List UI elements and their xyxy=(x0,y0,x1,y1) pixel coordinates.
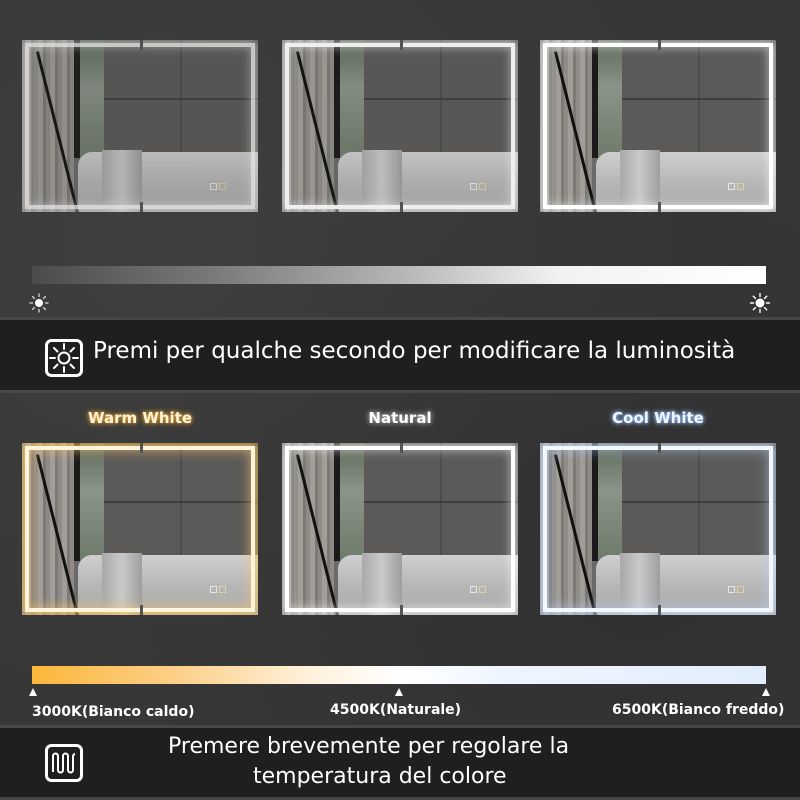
cool-white-label: Cool White xyxy=(612,409,704,427)
touch-color-icon xyxy=(219,183,226,190)
brightness-mirror-low xyxy=(22,40,258,212)
touch-brightness-icon xyxy=(728,586,735,593)
frame-gap xyxy=(658,40,661,50)
brightness-instruction-text: Premi per qualche secondo per modificare la luminosità xyxy=(93,338,736,364)
frame-gap xyxy=(658,443,661,453)
frame-gap xyxy=(400,40,403,50)
touch-brightness-icon xyxy=(210,586,217,593)
brightness-mirror-high xyxy=(540,40,776,212)
cool-white-mirror xyxy=(540,443,776,615)
frame-gap xyxy=(140,443,143,453)
frame-gap xyxy=(400,443,403,453)
label-4500k: 4500K(Naturale) xyxy=(330,702,462,718)
brightness-mirror-medium xyxy=(282,40,518,212)
touch-buttons xyxy=(470,183,486,190)
tick-6500k xyxy=(762,688,770,696)
color-temperature-instruction-line2: temperatura del colore xyxy=(253,764,507,789)
frame-gap xyxy=(140,40,143,50)
frame-gap xyxy=(140,202,143,212)
touch-color-icon xyxy=(219,586,226,593)
natural-mirror xyxy=(282,443,518,615)
color-temperature-gradient-bar xyxy=(32,666,766,684)
color-temperature-button-icon xyxy=(45,744,83,782)
touch-buttons xyxy=(470,586,486,593)
sun-icon-max xyxy=(750,293,770,313)
warm-white-mirror xyxy=(22,443,258,615)
touch-color-icon xyxy=(479,586,486,593)
frame-gap xyxy=(400,605,403,615)
touch-color-icon xyxy=(479,183,486,190)
touch-buttons xyxy=(728,586,744,593)
touch-color-icon xyxy=(737,183,744,190)
touch-brightness-icon xyxy=(728,183,735,190)
frame-gap xyxy=(400,202,403,212)
label-6500k: 6500K(Bianco freddo) xyxy=(612,702,785,718)
frame-gap xyxy=(140,605,143,615)
frame-gap xyxy=(658,605,661,615)
label-3000k: 3000K(Bianco caldo) xyxy=(32,704,195,720)
color-temperature-instruction-line1: Premere brevemente per regolare la xyxy=(168,734,570,759)
frame-gap xyxy=(658,202,661,212)
touch-color-icon xyxy=(737,586,744,593)
color-temperature-instruction-band xyxy=(0,725,800,800)
warm-white-label: Warm White xyxy=(87,409,193,427)
tick-4500k xyxy=(395,688,403,696)
touch-brightness-icon xyxy=(470,586,477,593)
tick-3000k xyxy=(29,688,37,696)
sun-icon-min xyxy=(29,293,49,313)
touch-brightness-icon xyxy=(470,183,477,190)
brightness-button-icon xyxy=(45,339,83,377)
touch-buttons xyxy=(728,183,744,190)
brightness-gradient-bar xyxy=(32,266,766,284)
touch-brightness-icon xyxy=(210,183,217,190)
touch-buttons xyxy=(210,183,226,190)
brightness-instruction-band xyxy=(0,317,800,393)
natural-label: Natural xyxy=(368,409,432,427)
touch-buttons xyxy=(210,586,226,593)
